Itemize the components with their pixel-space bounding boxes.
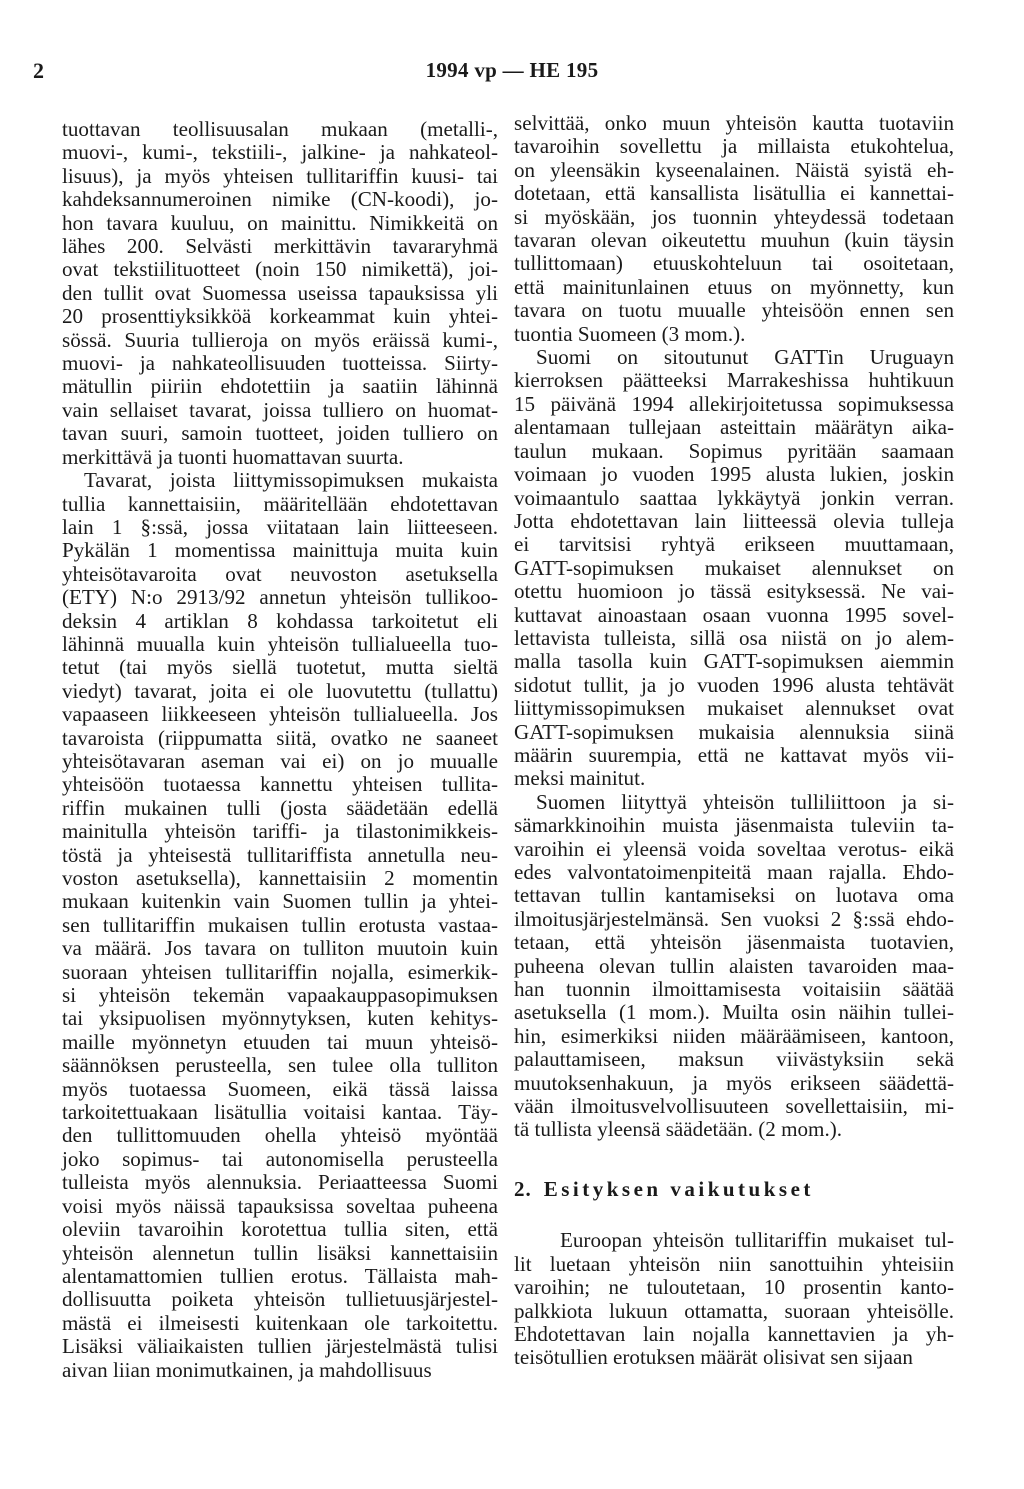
text-line: sämarkkinoihin muista jäsenmaista tuleviin ta- [514,813,954,838]
text-line: teisötullien erotuksen määrät olisivat sen sijaan [514,1345,913,1370]
paragraph [514,1229,954,1369]
text-line: Pykälän 1 momentissa mainittuja muita kuin [62,538,498,563]
text-line: meksi mainitut. [514,766,646,791]
text-line: että mainitunlainen etuus on myönnetty, kun [514,274,954,299]
text-line: riffin mukainen tulli (josta säädetään edellä [62,795,498,820]
text-line: tulleista myös alennuksia. Periaatteessa Suomi [62,1170,498,1195]
text-line: kuttavat ainoastaan osaan vuonna 1995 sovel- [514,602,954,627]
section-title: Esityksen vaikutukset [543,1176,814,1201]
text-line: säännöksen perusteella, sen tulee olla tulliton [62,1053,498,1078]
text-line: va määrä. Jos tavara on tulliton muutoin kuin [62,936,498,961]
text-line: aivan liian monimutkainen, ja mahdollisuus [62,1357,432,1382]
text-line: (ETY) N:o 2913/92 annetun yhteisön tullikoo- [62,585,498,610]
text-line: oleviin tavaroihin korotettua tullia siten, että [62,1217,498,1242]
text-line: muovi- ja nahkateollisuuden tuotteissa. Siirty- [62,351,498,376]
text-line: myös tuotaessa Suomeen, eikä tässä laissa [62,1076,498,1101]
text-line: mainitulla yhteisön tariffi- ja tilastonimikkeis- [62,819,498,844]
section-heading [514,1178,954,1201]
text-line: sen tullitariffin mukaisen tullin erotusta vastaa- [62,912,498,937]
text-line: yhteisötavaroita ovat neuvoston asetuksella [62,561,498,586]
text-line: dollisuutta poiketa yhteisön tullietuusjärjestel- [62,1287,498,1312]
paragraph [514,791,954,1142]
text-line: alentamaan tullejaan asteittain määrätyn aika- [514,415,954,440]
text-line: tarkoitettuakaan lisätullia voitaisi kantaa. Täy- [62,1100,498,1125]
text-line: Suomen liityttyä yhteisön tulliliittoon ja si- [536,789,954,814]
text-line: sidotut tullit, ja jo vuoden 1996 alusta tehtävät [514,672,954,697]
text-line: tullia kannettaisiin, määritellään ehdotettavan [62,491,498,516]
text-line: joko sopimus- tai autonomisella perusteella [62,1146,498,1171]
text-line: voimaan jo vuoden 1995 alusta lukien, joskin [514,462,954,487]
text-line: muovi-, kumi-, tekstiili-, jalkine- ja nahkateol- [62,140,498,165]
text-line: voston asetuksella), kannettaisiin 2 momentin [62,866,498,890]
text-line: si myöskään, jos tuonnin yhteydessä todetaan [514,204,954,229]
text-line: mätullin piiriin ehdotettiin ja saatiin lähinnä [62,374,498,399]
text-line: tavaroista (riippumatta siitä, ovatko ne saaneet [62,725,498,750]
text-line: hin, esimerkiksi niiden määräämiseen, kantoon, [514,1023,954,1048]
text-line: dotetaan, että kansallista lisätullia ei kannettai- [514,181,954,206]
text-line: voisi myös näissä tapauksissa soveltaa puheena [62,1193,498,1218]
text-line: lain 1 §:ssä, jossa viitataan lain liitteeseen. [62,514,498,539]
text-line: otettu huomioon jo tässä esityksessä. Ne vai- [514,579,954,604]
text-line: tä tullista yleensä säädetään. (2 mom.). [514,1117,843,1142]
text-line: lähinnä muualla kuin yhteisön tullialueella tuo- [62,631,498,656]
text-line: GATT-sopimuksen mukaisia alennuksia siinä [514,719,954,744]
text-line: merkittävä ja tuonti huomattavan suurta. [62,444,404,469]
text-line: vapaaseen liikkeeseen yhteisön tullialueella. Jos [62,702,498,727]
text-line: selvittää, onko muun yhteisön kautta tuotaviin [514,111,954,135]
text-line: määrin suurempia, että ne kattavat myös vii- [514,742,954,767]
text-line: voimaantulo saattaa lykkäytyä jonkin verran. [514,485,954,510]
text-line: Tavarat, joista liittymissopimuksen mukaista [84,468,498,493]
text-line: tettavan tullin kantamiseksi on luotava oma [514,883,954,908]
text-line: tullittomaan) etuuskohteluun tai osoitetaan, [514,251,954,276]
text-line: sössä. Suuria tullieroja on myös eräissä kumi-, [62,327,498,352]
text-line: maille myönnetyn etuuden tai muun yhteisö- [62,1029,498,1054]
text-line: yhteisötavaran aseman vai ei) on jo muualle [62,748,498,773]
text-line: Euroopan yhteisön tullitariffin mukaiset tul- [560,1228,954,1253]
text-line: 20 prosenttiyksikköä korkeammat kuin yhtei- [62,304,498,329]
text-line: den tullittomuuden ohella yhteisö myöntää [62,1123,498,1148]
text-line: 15 päivänä 1994 allekirjoitetussa sopimuksessa [514,391,954,416]
text-line: hon tavara kuuluu, on mainittu. Nimikkeitä on [62,210,498,235]
text-line: on yleensäkin kyseenalainen. Näistä syistä eh- [514,157,954,182]
text-line: tavan suuri, samoin tuotteet, joiden tulliero on [62,421,498,446]
text-line: tavaroihin sovellettu ja millaista etukohtelua, [514,134,954,159]
text-line: palkkiota lukuun ottamatta, suoraan yhteisölle. [514,1298,954,1323]
text-line: ei tarvitsisi ryhtyä erikseen muuttamaan, [514,532,954,557]
text-line: lit luetaan yhteisön niin sanottuihin yhteisiin [514,1251,954,1276]
text-line: tavara on tuotu muualle yhteisöön ennen sen [514,298,954,323]
text-line: ovat tekstiilituotteet (noin 150 nimikettä), joi- [62,257,498,282]
text-line: Ehdotettavan lain nojalla kannettavien ja yh- [514,1321,954,1346]
left-column [62,118,498,1382]
text-line: Jotta ehdotettavan lain liitteessä olevia tulleja [514,508,954,533]
text-line: Suomi on sitoutunut GATTin Uruguayn [536,345,954,370]
text-line: puheena olevan tullin alaisten tavaroiden maa- [514,953,954,978]
text-line: lettavista tulleista, sillä osa niistä on jo alem- [514,625,954,650]
text-line: vain sellaiset tavarat, joissa tulliero on huomat- [62,397,498,422]
text-line: GATT-sopimuksen mukaiset alennukset on [514,555,954,580]
page-number: 2 [33,58,44,83]
text-line: liittymissopimuksen mukaiset alennukset ovat [514,696,954,721]
text-line: taulun mukaan. Sopimus pyritään saamaan [514,438,954,463]
text-line: tetut (tai myös siellä tuotetut, mutta sieltä [62,655,498,680]
text-line: töstä ja yhteisestä tullitariffista annetulla neu- [62,842,498,867]
text-line: den tullit ovat Suomessa useissa tapauksissa yli [62,280,498,305]
text-line: palauttamiseen, maksun viivästyksiin sekä [514,1047,954,1072]
text-line: varoihin; ne tuloutetaan, 10 prosentin kanto- [514,1275,954,1300]
text-line: tai yksipuolisen myönnytyksen, kuten kehitys- [62,1006,498,1031]
text-line: varoihin ei yleensä voida soveltaa verotus- eikä [514,836,954,861]
paragraph [62,118,498,469]
text-line: tetaan, että yhteisön jäsenmaista tuotavien, [514,930,954,955]
text-line: vään ilmoitusvelvollisuuteen sovellettaisiin, mi- [514,1094,954,1119]
text-line: Lisäksi väliaikaisten tullien järjestelmästä tulisi [62,1334,498,1359]
text-line: muutoksenhakuun, ja myös erikseen säädettä- [514,1070,954,1095]
text-line: tuontia Suomeen (3 mom.). [514,321,746,346]
text-line: kierroksen päätteeksi Marrakeshissa huhtikuun [514,368,954,393]
paragraph [514,112,954,346]
text-line: yhteisöön tuotaessa kannettu yhteisen tullita- [62,772,498,797]
text-line: tuottavan teollisuusalan mukaan (metalli-, [62,117,498,141]
text-line: kahdeksannumeroinen nimike (CN-koodi), jo- [62,187,498,212]
text-line: alentamattomien tullien erotus. Tällaista mah- [62,1263,498,1288]
text-line: tavaran olevan oikeutettu muuhun (kuin täysin [514,228,954,253]
text-line: han tuonnin ilmoittamisesta voitaisiin säätää [514,977,954,1002]
paragraph [514,346,954,791]
paragraph [62,469,498,1382]
text-line: si yhteisön tekemän vapaakauppasopimuksen [62,983,498,1008]
text-line: edes valvontatoimenpiteitä maan rajalla. Ehdo- [514,860,954,884]
text-line: suoraan yhteisen tullitariffin nojalla, esimerkik- [62,959,498,984]
section-number: 2. [514,1176,532,1201]
text-line: lisuus), ja myös yhteisen tullitariffin kuusi- tai [62,163,498,188]
text-line: asetuksella (1 mom.). Muilta osin näihin tullei- [514,1000,954,1025]
text-line: lähes 200. Selvästi merkittävin tavararyhmä [62,234,498,259]
running-head: 1994 vp — HE 195 [425,58,599,82]
right-column [514,112,954,1370]
text-line: malla tasolla kuin GATT-sopimuksen aiemmin [514,649,954,674]
text-line: viedyt) tavarat, joita ei ole luovutettu (tullattu) [62,678,498,703]
text-line: mukaan kuitenkin vain Suomen tullin ja yhtei- [62,889,498,914]
text-line: deksin 4 artiklan 8 kohdassa tarkoitetut eli [62,608,498,633]
text-line: ilmoitusjärjestelmänsä. Sen vuoksi 2 §:ssä ehdo- [514,906,954,931]
text-line: yhteisön alennetun tullin lisäksi kannettaisiin [62,1240,498,1265]
text-line: mästä ei ilmeisesti kuitenkaan ole tarkoitettu. [62,1310,498,1335]
